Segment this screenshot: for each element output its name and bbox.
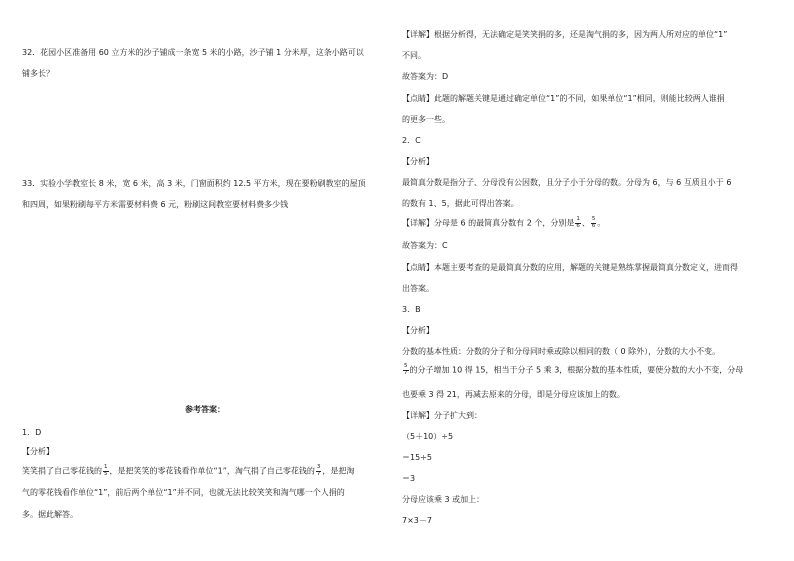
answer-1-detail-line-1: 【详解】根据分析得，无法确定是笑笑捐的多，还是淘气捐的多，因为两人所对应的单位“1” (402, 30, 728, 39)
answer-2-comment-line-1: 【点睛】本题主要考查的是最简真分数的应用，解题的关键是熟练掌握最简真分数定义，进而得 (402, 263, 738, 272)
answer-1-text-b: ，是把笑笑的零花钱看作单位“1”，淘气捐了自己零花钱的 (109, 466, 315, 476)
answer-3-calc-3: ＝3 (402, 474, 416, 483)
answer-3-analysis-line-1: 分数的基本性质：分数的分子和分母同时乘或除以相同的数（ 0 除外），分数的大小不变。 (402, 347, 721, 356)
question-33-line-2: 和四周，如果粉刷每平方米需要材料费 6 元，粉刷这间教室要材料费多少钱 (22, 200, 289, 209)
answer-1-text-a: 笑笑捐了自己零花钱的 (22, 466, 102, 476)
answer-1-analysis-label: 【分析】 (22, 447, 54, 456)
answer-2-analysis-line-1: 最简真分数是指分子、分母没有公因数，且分子小于分母的数。分母为 6，与 6 互质且小于 6 (402, 178, 732, 187)
answer-3-analysis-line-2 (402, 364, 743, 376)
answer-3-calc-2: ＝15÷5 (402, 453, 432, 462)
answer-2-detail (402, 217, 605, 229)
answer-3-calc-1: （5＋10）÷5 (402, 432, 454, 441)
answer-1-result: 故答案为：D (402, 72, 449, 81)
question-32-line-1: 32．花园小区准备用 60 立方米的沙子铺成一条宽 5 米的小路，沙子铺 1 分米厚，这条小路可以 (22, 48, 364, 57)
fraction-one-fifth: $\frac{1}{5}$ (104, 464, 108, 477)
fraction-five-sixths: $\frac{5}{6}$ (591, 216, 596, 229)
answer-3-analysis-line-3: 也要乘 3 得 21，再减去原来的分母，即是分母应该加上的数。 (402, 390, 625, 399)
answer-1-analysis-line-1 (22, 465, 354, 477)
answer-2-comment-line-2: 出答案。 (402, 284, 434, 293)
answer-2-separator: 、 (581, 218, 590, 228)
answer-2-analysis-line-2: 的数有 1、5，据此可得出答案。 (402, 199, 519, 208)
answer-3-analysis-label: 【分析】 (402, 326, 434, 335)
answer-3-number: 3．B (402, 305, 421, 314)
fraction-five-sevenths: $\frac{5}{7}$ (404, 363, 408, 376)
answer-2-detail-text: 【详解】分母是 6 的最简真分数有 2 个，分别是 (402, 218, 575, 228)
answer-2-number: 2．C (402, 136, 421, 145)
fraction-one-sixth: $\frac{1}{6}$ (576, 216, 580, 229)
answer-2-result: 故答案为：C (402, 241, 448, 250)
answer-2-analysis-label: 【分析】 (402, 157, 434, 166)
answer-1-number: 1．D (22, 428, 42, 437)
answer-1-comment-line-2: 的更多一些。 (402, 115, 450, 124)
answer-1-text-c: ，是把淘 (322, 466, 355, 476)
answer-2-detail-end: 。 (597, 218, 606, 228)
answers-title: 参考答案： (185, 405, 225, 414)
answer-3-detail-label: 【详解】分子扩大到： (402, 411, 482, 420)
answer-1-detail-line-2: 不同。 (402, 51, 426, 60)
question-32-line-2: 铺多长？ (22, 69, 54, 78)
answer-3-denominator-note: 分母应该乘 3 或加上： (402, 495, 485, 504)
answer-3-calc-4: 7×3－7 (402, 516, 432, 525)
answer-1-analysis-line-3: 多。据此解答。 (22, 510, 78, 519)
answer-1-analysis-line-2: 气的零花钱看作单位“1”，前后两个单位“1”并不同，也就无法比较笑笑和淘气哪一个人捐的 (22, 488, 345, 497)
answer-1-comment-line-1: 【点睛】此题的解题关键是通过确定单位“1”的不同，如果单位“1”相同，则能比较两人谁捐 (402, 94, 725, 103)
fraction-three-sevenths: $\frac{3}{7}$ (316, 464, 321, 477)
answer-3-analysis-text: 的分子增加 10 得 15，相当于分子 5 乘 3，根据分数的基本性质，要使分数的大小不变，分母 (409, 365, 744, 375)
question-33-line-1: 33．实验小学教室长 8 米，宽 6 米，高 3 米，门窗面积约 12.5 平方米，现在要粉刷教室的屋顶 (22, 179, 366, 188)
